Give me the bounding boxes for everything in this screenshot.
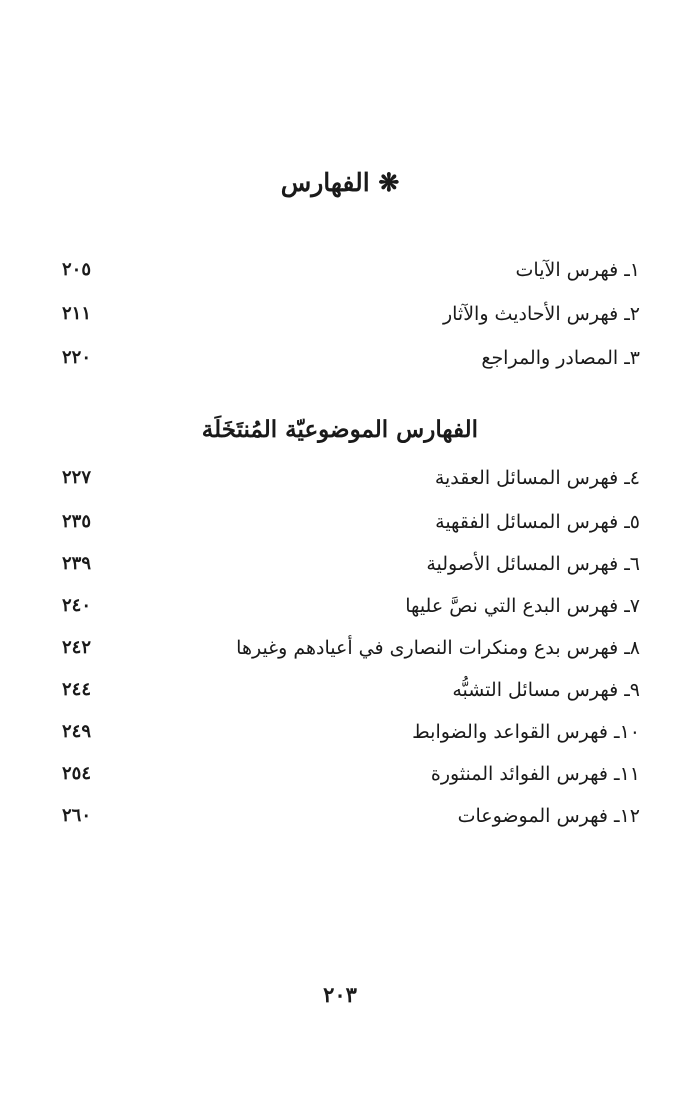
page-title: ❋ الفهارس	[280, 168, 400, 197]
toc-row	[62, 756, 640, 792]
toc-entry-title: ٧ـ فهرس البدع التي نصَّ عليها	[405, 595, 640, 617]
toc-row	[62, 546, 640, 582]
toc-entry-page: ٢٤٤	[62, 679, 92, 700]
toc-entry-title: ١٠ـ فهرس القواعد والضوابط	[412, 721, 640, 743]
toc-row	[62, 588, 640, 624]
toc-entry-page: ٢٠٥	[62, 259, 92, 280]
toc-entry-page: ٢١١	[62, 303, 92, 324]
toc-entry-title: ٢ـ فهرس الأحاديث والآثار	[442, 303, 640, 325]
toc-entry-page: ٢٤٢	[62, 637, 92, 658]
toc-entry-title: ١١ـ فهرس الفوائد المنثورة	[430, 763, 640, 785]
toc-row	[62, 460, 640, 496]
page-number: ٢٠٣	[323, 982, 357, 1007]
toc-row	[62, 672, 640, 708]
toc-entry-title: ٩ـ فهرس مسائل التشبُّه	[452, 679, 640, 701]
toc-row	[62, 252, 640, 288]
toc-entry-page: ٢٤٩	[62, 721, 92, 742]
toc-entry-title: ٦ـ فهرس المسائل الأصولية	[426, 553, 640, 575]
toc-entry-title: ١ـ فهرس الآيات	[515, 259, 640, 281]
toc-row	[62, 798, 640, 834]
toc-entry-title: ٨ـ فهرس بدع ومنكرات النصارى في أعيادهم وغيرها	[236, 637, 640, 659]
toc-entry-page: ٢٥٤	[62, 763, 92, 784]
toc-row	[62, 504, 640, 540]
toc-row	[62, 296, 640, 332]
toc-entry-title: ٤ـ فهرس المسائل العقدية	[434, 467, 640, 489]
toc-entry-page: ٢٦٠	[62, 805, 92, 826]
toc-entry-page: ٢٣٩	[62, 553, 92, 574]
section-subtitle: الفهارس الموضوعيّة المُنتَخَلَة	[201, 416, 478, 443]
toc-row	[62, 630, 640, 666]
toc-row	[62, 340, 640, 376]
toc-entry-page: ٢٢٧	[62, 467, 92, 488]
toc-entry-page: ٢٢٠	[62, 347, 92, 368]
toc-entry-title: ٥ـ فهرس المسائل الفقهية	[435, 511, 640, 533]
toc-entry-page: ٢٤٠	[62, 595, 92, 616]
toc-entry-title: ٣ـ المصادر والمراجع	[481, 347, 640, 369]
toc-row	[62, 714, 640, 750]
toc-entry-title: ١٢ـ فهرس الموضوعات	[457, 805, 640, 827]
toc-entry-page: ٢٣٥	[62, 511, 92, 532]
